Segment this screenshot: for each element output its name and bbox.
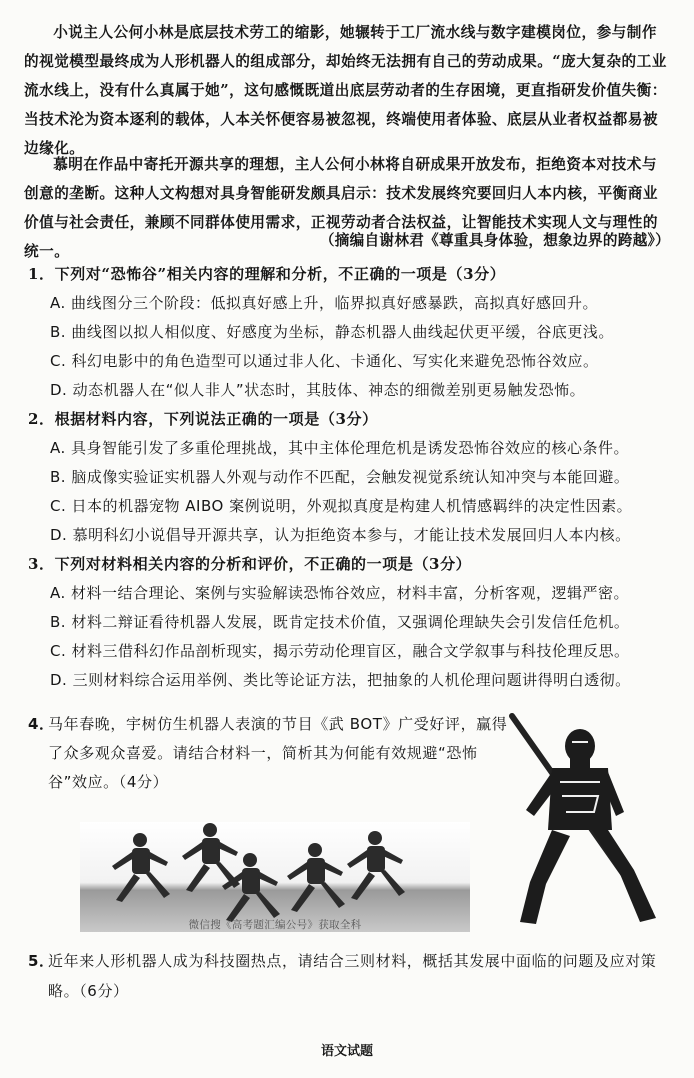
- robot-group-illustration: [80, 822, 470, 932]
- question-2-option-b: B. 脑成像实验证实机器人外观与动作不匹配，会触发视觉系统认知冲突与本能回避。: [50, 468, 630, 486]
- image-caption: 微信搜《高考题汇编公号》获取全科: [188, 919, 362, 931]
- question-1-option-a: A. 曲线图分三个阶段：低拟真好感上升，临界拟真好感暴跌，高拟真好感回升。: [50, 294, 599, 312]
- question-1-option-c: C. 科幻电影中的角色造型可以通过非人化、卡通化、写实化来避免恐怖谷效应。: [50, 352, 599, 370]
- question-3-option-a: A. 材料一结合理论、案例与实验解读恐怖谷效应，材料丰富，分析客观，逻辑严密。: [50, 584, 630, 602]
- question-1-stem: 1．下列对“恐怖谷”相关内容的理解和分析，不正确的一项是（3分）: [28, 265, 506, 283]
- passage-source: （摘编自谢林君《尊重具身体验，想象边界的跨越》）: [319, 232, 670, 249]
- question-1-option-b: B. 曲线图以拟人相似度、好感度为坐标，静态机器人曲线起伏更平缓，谷底更浅。: [50, 323, 614, 341]
- question-1-option-d: D. 动态机器人在“似人非人”状态时，其肢体、神态的细微差别更易触发恐怖。: [50, 381, 586, 399]
- passage-paragraph-2: 慕明在作品中寄托开源共享的理想，主人公何小林将自研成果开放发布，拒绝资本对技术与创意的垄断。这种人文构想对具身智能研发颇具启示：技术发展终究要回归人本内核，平衡商业价值与社会责任，兼顾不同群体使用需求，正视劳动者合法权益，让智能技术实现人文与理性的统一。: [24, 156, 658, 260]
- question-4-text: 马年春晚，宇树仿生机器人表演的节目《武 BOT》广受好评，赢得了众多观众喜爱。请结合材料一，简析其为何能有效规避“恐怖谷”效应。（4分）: [48, 715, 508, 791]
- question-2-option-a: A. 具身智能引发了多重伦理挑战，其中主体伦理危机是诱发恐怖谷效应的核心条件。: [50, 439, 630, 457]
- robot-figure: [112, 833, 170, 902]
- question-2-option-c: C. 日本的机器宠物 AIBO 案例说明，外观拟真度是构建人机情感羁绊的决定性因素。: [50, 497, 633, 515]
- page-footer: 语文试题: [320, 1044, 373, 1059]
- robot-figure: [287, 843, 345, 912]
- question-5-text: 近年来人形机器人成为科技圈热点，请结合三则材料，概括其发展中面临的问题及应对策略。（6分）: [48, 952, 657, 1000]
- question-3-option-b: B. 材料二辩证看待机器人发展，既肯定技术价值，又强调伦理缺失会引发信任危机。: [50, 613, 630, 631]
- question-5-number: 5．: [28, 952, 55, 970]
- question-3-option-c: C. 材料三借科幻作品剖析现实，揭示劳动伦理盲区，融合文学叙事与科技伦理反思。: [50, 642, 630, 660]
- robot-figure: [222, 853, 280, 922]
- robot-staff-photo: [490, 712, 680, 937]
- question-3-stem: 3．下列对材料相关内容的分析和评价，不正确的一项是（3分）: [28, 555, 472, 573]
- robot-figure: [347, 831, 405, 900]
- robot-with-staff-illustration: [490, 712, 680, 937]
- question-2-option-d: D. 慕明科幻小说倡导开源共享，认为拒绝资本参与，才能让技术发展回归人本内核。: [50, 526, 631, 544]
- question-5: [28, 946, 678, 1006]
- question-4: [28, 710, 508, 797]
- passage-paragraph-1: 小说主人公何小林是底层技术劳工的缩影，她辗转于工厂流水线与数字建模岗位，参与制作的视觉模型最终成为人形机器人的组成部分，却始终无法拥有自己的劳动成果。“庞大复杂的工业流水线上，没有什么真属于她”，这句感慨既道出底层劳动者的生存困境，更直指研发价值失衡：当技术沦为资本逐利的载体，人本关怀便容易被忽视，终端使用者体验、底层从业者权益都易被边缘化。: [24, 24, 667, 157]
- robot-performance-photo: [80, 822, 470, 932]
- question-3-option-d: D. 三则材料综合运用举例、类比等论证方法，把抽象的人机伦理问题讲得明白透彻。: [50, 671, 631, 689]
- question-4-number: 4．: [28, 715, 55, 733]
- question-2-stem: 2．根据材料内容，下列说法正确的一项是（3分）: [28, 410, 378, 428]
